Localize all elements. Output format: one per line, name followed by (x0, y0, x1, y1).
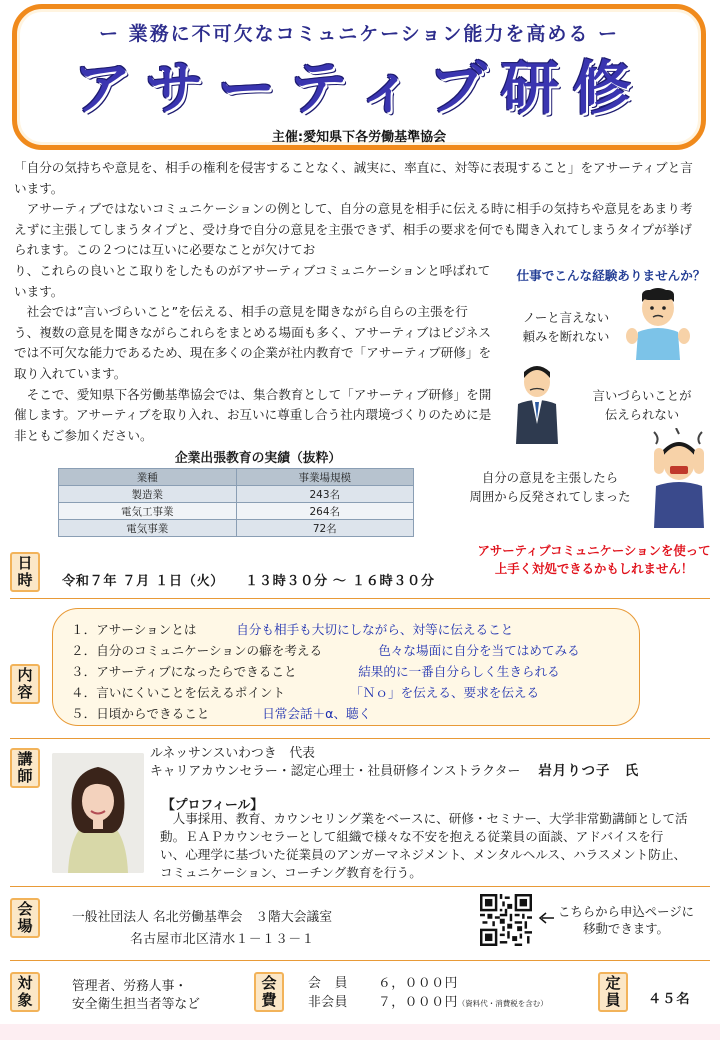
target-audience (72, 978, 200, 1014)
instructor-organization: ルネッサンスいわつき 代表 (150, 746, 315, 761)
table-cell: 電気工事業 (59, 503, 237, 520)
label-char: 時 (17, 571, 33, 589)
divider (10, 738, 710, 739)
item-heading: 自分のコミュニケーションの癖を考える (96, 643, 323, 658)
label-char: 講 (17, 750, 33, 768)
frustrated-man-icon (646, 428, 712, 528)
item-heading: 言いにくいことを伝えるポイント (96, 685, 286, 700)
list-item (71, 619, 513, 638)
list-item (71, 661, 560, 680)
fee-member-price: ６，０００円 (378, 976, 458, 991)
item-number: ２． (71, 643, 97, 658)
instructor-label (10, 748, 40, 788)
venue-label (10, 898, 40, 938)
target-line-1: 管理者、労務人事・ (72, 979, 188, 994)
intro-paragraph-2b: り、これらの良いとこ取りをしたものがアサーティブコミュニケーションと呼ばれています。 (14, 262, 491, 299)
item-description: 結果的に一番自分らしく生きられる (358, 664, 560, 679)
label-char: 師 (17, 767, 33, 785)
fee-nonmember-row (308, 991, 548, 1010)
encouragement-line-2: 上手く対処できるかもしれません！ (494, 561, 694, 576)
item-description: 「Ｎｏ」を伝える、要求を伝える (350, 685, 540, 700)
label-char: 象 (17, 991, 33, 1009)
table-cell: 製造業 (59, 486, 237, 503)
divider (10, 598, 710, 599)
divider (10, 886, 710, 887)
label-char: 費 (261, 991, 277, 1009)
businessman-worried-icon (512, 364, 562, 444)
table-row (59, 503, 414, 520)
table-row (59, 486, 414, 503)
instructor-photo (52, 753, 144, 873)
date-label (10, 552, 40, 592)
item-heading: 日頃からできること (96, 706, 210, 721)
experience-case-1: ノーと言えない 頼みを断れない (522, 310, 610, 344)
venue-name: 一般社団法人 名北労働基準会 ３階大会議室 (72, 910, 333, 925)
instructor-role: キャリアカウンセラー・認定心理士・社員研修インストラクター (150, 764, 521, 779)
list-item (71, 703, 371, 722)
label-char: 対 (17, 974, 33, 992)
contents-list (52, 608, 640, 726)
label-char: 定 (605, 974, 621, 992)
label-char: 員 (605, 991, 621, 1009)
man-refusing-icon (624, 286, 692, 360)
fee-member-row (308, 972, 458, 991)
label-char: 日 (17, 554, 33, 572)
item-number: ５． (71, 706, 97, 721)
fee-label (254, 972, 284, 1012)
experience-title: 仕事でこんな経験ありませんか？ (516, 268, 706, 283)
capacity-value: ４５名 (648, 992, 691, 1007)
table-cell: 電気事業 (59, 520, 237, 537)
divider (10, 960, 710, 961)
fee-nonmember-price: ７，０００円 (378, 995, 458, 1010)
encouragement-message (470, 542, 718, 578)
arrow-left-icon (538, 912, 554, 924)
profile-heading: 【プロフィール】 (162, 798, 264, 813)
instructor-portrait-icon (52, 753, 144, 873)
table-cell: 264名 (236, 503, 414, 520)
results-table (58, 468, 414, 537)
intro-paragraph-4: そこで、愛知県下各労働基準協会では、集合教育として「アサーティブ研修」を開催します。アサーティブを取り入れ、お互いに尊重し合う社内環境づくりのために是非ともご参加ください。 (14, 386, 492, 443)
header-subtitle: ー 業務に不可欠なコミュニケーション能力を高める ー (98, 23, 620, 45)
intro-paragraph-1: 「自分の気持ちや意見を、相手の権利を侵害することなく、誠実に、率直に、対等に表現すること」をアサーティブと言います。 (14, 160, 693, 196)
label-char: 容 (17, 683, 33, 701)
item-heading: アサーションとは (96, 622, 197, 637)
instructor-name: 岩月りつ子 氏 (538, 764, 640, 779)
host-organization: 主催:愛知県下各労働基準協会 (271, 130, 447, 145)
page-title: アサーティブ研修 (73, 54, 645, 122)
table-header-scale: 事業場規模 (236, 469, 414, 486)
label-char: 内 (17, 666, 33, 684)
target-line-2: 安全衛生担当者等など (72, 997, 200, 1012)
instructor-role-line (150, 760, 639, 779)
item-heading: アサーティブになったらできること (96, 664, 297, 679)
table-cell: 243名 (236, 486, 414, 503)
bottom-strip (0, 1024, 720, 1040)
table-row (59, 520, 414, 537)
list-item (71, 682, 539, 701)
experience-case-2: 言いづらいことが 伝えられない (592, 388, 692, 422)
intro-paragraph-3: 社会では”言いづらいこと”を伝える、相手の意見を聞きながら自らの主張を行う、複数の意見を聞きながらこれらをまとめる場面も多く、アサーティブはビジネスでは不可欠な能力であるため、現在多くの企業が社内教育で「アサーティブ研修」を取り入れています。 (14, 304, 492, 381)
fee-nonmember-label: 非会員 (308, 995, 348, 1010)
item-number: １． (71, 622, 97, 637)
item-number: ３． (71, 664, 97, 679)
experience-case-3: 自分の意見を主張したら 周囲から反発されてしまった (469, 470, 631, 504)
item-description: 自分も相手も大切にしながら、対等に伝えること (236, 622, 514, 637)
encouragement-line-1: アサーティブコミュニケーションを使って (477, 543, 711, 558)
intro-paragraph-2a: アサーティブではないコミュニケーションの例として、自分の意見を相手に伝える時に相手の気持ちや意見をあまり考えずに主張してしまうタイプと、受け身で自分の意見を主張できず、相手の要求を何でも聞き入れてしまうタイプが挙げられます。この２つには互いに必要なことが欠けてお (14, 201, 693, 258)
qr-code-icon[interactable] (480, 894, 532, 946)
table-cell: 72名 (236, 520, 414, 537)
capacity-label (598, 972, 628, 1012)
fee-member-label: 会 員 (308, 976, 348, 991)
content-label (10, 664, 40, 704)
venue-address: 名古屋市北区清水１－１３－１ (130, 932, 315, 947)
qr-instruction: こちらから申込ページに 移動できます。 (558, 904, 695, 936)
event-date: 令和７年 ７月 １日（火） １３時３０分 ～ １６時３０分 (62, 574, 435, 589)
list-item (71, 640, 580, 659)
item-description: 日常会話＋α、聴く (262, 706, 372, 721)
results-table-title: 企業出張教育の実績（抜粋） (174, 451, 342, 466)
label-char: 会 (261, 974, 277, 992)
table-header-industry: 業種 (59, 469, 237, 486)
label-char: 場 (17, 917, 33, 935)
table-header-row (59, 469, 414, 486)
target-label (10, 972, 40, 1012)
instructor-profile: 人事採用、教育、カウンセリング業をベースに、研修・セミナー、大学非常勤講師として活動。ＥＡＰカウンセラーとして組織で様々な不安を抱える従業員の面談、アドバイスを行い、心理学に基づいた従業員のアンガーマネジメント、メンタルヘルス、ハラスメント防止、コミュニケーション、コーチング教育を行う。 (160, 811, 688, 880)
item-number: ４． (71, 685, 97, 700)
item-description: 色々な場面に自分を当てはめてみる (378, 643, 580, 658)
header-banner (12, 4, 706, 150)
label-char: 会 (17, 900, 33, 918)
fee-note: （資料代・消費税を含む） (457, 999, 548, 1008)
